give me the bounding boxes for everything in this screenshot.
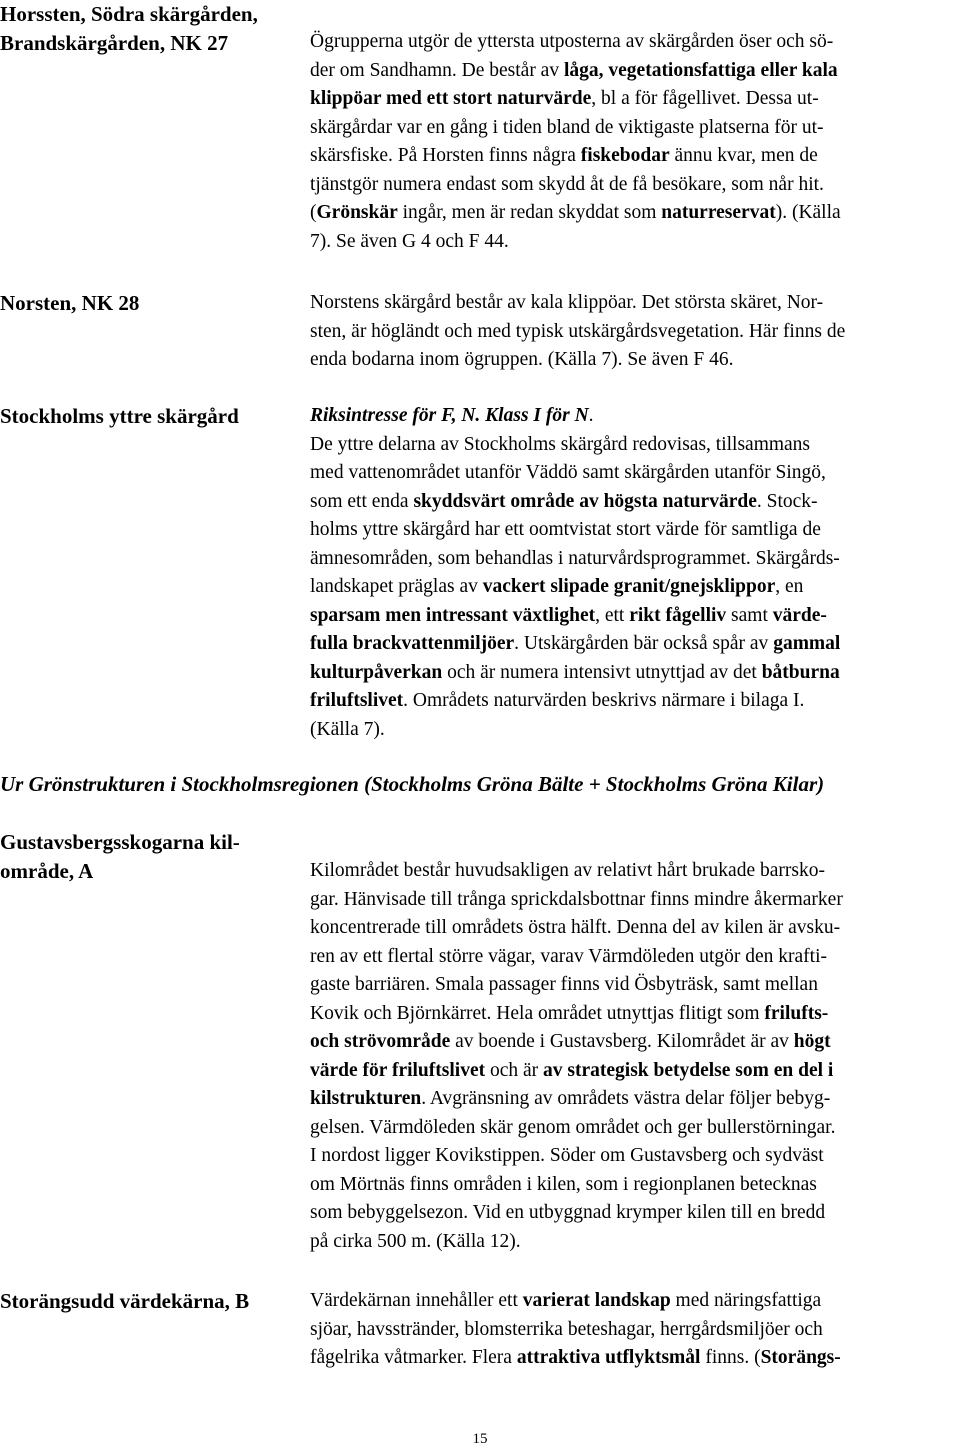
stockholm-label: Stockholms yttre skärgård	[0, 404, 239, 428]
bold-run: kulturpåverkan	[310, 661, 443, 683]
text-run: och är numera intensivt utnyttjad av det	[442, 661, 762, 683]
horssten-line	[310, 142, 958, 171]
stockholm-line	[310, 687, 958, 716]
bold-run: låga, vegetationsfattiga eller kala	[563, 59, 838, 81]
text-run: ingår, men är redan skyddat som	[397, 202, 662, 223]
text-run: Norstens skärgård består av kala klippöar. Det största skäret, Nor-	[310, 292, 824, 313]
text-run: Ögrupperna utgör de yttersta utposterna av skärgården öser och sö-	[310, 31, 834, 52]
text-run: . Områdets naturvärden beskrivs närmare i bilaga I.	[403, 690, 805, 711]
horssten-line	[310, 171, 958, 200]
text-run: .	[588, 405, 594, 426]
text-run: landskapet präglas av	[310, 576, 483, 597]
stockholm-line	[310, 602, 958, 631]
norsten-line	[310, 289, 958, 318]
text-run: och är	[485, 1059, 544, 1081]
bold-run: kilstrukturen	[310, 1088, 422, 1109]
text-run: I nordost ligger Kovikstippen. Söder om Gustavsberg och sydväst	[310, 1145, 824, 1166]
gustavsberg-line	[310, 1028, 958, 1057]
stockholm-line	[310, 516, 958, 545]
bold-run: värde för friluftslivet	[310, 1059, 486, 1081]
horssten-line	[310, 57, 958, 86]
text-run: (	[310, 202, 317, 223]
text-run: gaste barriären. Smala passager finns vid Ösbyträsk, samt mellan	[310, 974, 818, 995]
horssten-text	[310, 28, 958, 256]
text-run: med vattenområdet utanför Väddö samt skärgården utanför Singö,	[310, 462, 826, 483]
section-heading: Ur Grönstrukturen i Stockholmsregionen (Stockholms Gröna Bälte + Stockholms Gröna Kilar)	[0, 772, 825, 796]
stockholm-line	[310, 630, 958, 659]
text-run: Kovik och Björnkärret. Hela området utnyttjas flitigt som	[310, 1002, 765, 1024]
bold-run: värde-	[772, 604, 827, 626]
storangsudd-line	[310, 1287, 958, 1316]
text-run: skärsfiske. På Horsten finns några	[310, 145, 581, 166]
storangsudd-label: Storängsudd värdekärna, B	[0, 1289, 250, 1313]
gustavsberg-line	[310, 857, 958, 886]
text-run: . Stock-	[756, 490, 818, 512]
bold-run: rikt fågelliv	[629, 604, 727, 626]
text-run: der om Sandhamn. De består av	[310, 59, 564, 81]
page-number: 15	[472, 1431, 488, 1447]
gustavsberg-line	[310, 1199, 958, 1228]
horssten-line	[310, 28, 958, 57]
norsten-text	[310, 289, 958, 375]
gustavsberg-line	[310, 1114, 958, 1143]
text-run: om Mörtnäs finns områden i kilen, som i regionplanen betecknas	[310, 1173, 817, 1195]
text-run: ). (Källa	[775, 202, 841, 223]
text-run: tjänstgör numera endast som skydd åt de få besökare, som når hit.	[310, 173, 824, 195]
stockholm-line	[310, 545, 958, 574]
stockholm-line	[310, 488, 958, 517]
text-run: , bl a för fågellivet. Dessa ut-	[591, 88, 819, 109]
text-run: gelsen. Värmdöleden skär genom området och ger bullerstörningar.	[310, 1116, 836, 1138]
norsten-line	[310, 318, 958, 347]
horssten-line	[310, 228, 958, 257]
text-run: av boende i Gustavsberg. Kilområdet är av	[450, 1031, 794, 1052]
storangsudd-text	[310, 1287, 958, 1373]
stockholm-line	[310, 659, 958, 688]
text-run: holms yttre skärgård har ett oomtvistat stort värde för samtliga de	[310, 519, 821, 540]
bold-run: friluftslivet	[310, 690, 404, 711]
stockholm-text	[310, 402, 958, 744]
gustavsberg-line	[310, 1000, 958, 1029]
bold-run: attraktiva utflyktsmål	[516, 1347, 701, 1368]
gustavsberg-line	[310, 886, 958, 915]
gustavsberg-line	[310, 914, 958, 943]
gustavsberg-line	[310, 1057, 958, 1086]
text-run: koncentrerade till områdets östra hälft. Denna del av kilen är avsku-	[310, 917, 841, 938]
text-run: finns. (	[700, 1347, 761, 1368]
bold-run: fulla brackvattenmiljöer	[310, 633, 515, 654]
text-run: Kilområdet består huvudsakligen av relativt hårt brukade barrsko-	[310, 860, 825, 881]
horssten-line	[310, 199, 958, 228]
text-run: , en	[775, 576, 804, 597]
gustavsberg-text	[310, 857, 958, 1256]
text-run: med näringsfattiga	[670, 1290, 822, 1311]
text-run: på cirka 500 m. (Källa 12).	[310, 1230, 521, 1252]
text-run: . Avgränsning av områdets västra delar följer bebyg-	[421, 1088, 831, 1109]
text-run: som bebyggelsezon. Vid en utbyggnad krymper kilen till en bredd	[310, 1202, 826, 1223]
text-run: fågelrika våtmarker. Flera	[310, 1347, 517, 1368]
text-run: . Utskärgården bär också spår av	[514, 633, 774, 654]
bold-run: och strövområde	[310, 1031, 451, 1052]
stockholm-line	[310, 459, 958, 488]
gustavsberg-line	[310, 1228, 958, 1257]
storangsudd-line	[310, 1344, 958, 1373]
horssten-line	[310, 85, 958, 114]
bold-run: klippöar med ett stort naturvärde	[310, 88, 592, 109]
horssten-label: Horssten, Södra skärgården, Brandskärgården, NK 27	[0, 2, 258, 55]
text-run: Värdekärnan innehåller ett	[310, 1290, 523, 1311]
norsten-label: Norsten, NK 28	[0, 291, 140, 315]
gustavsberg-line	[310, 1171, 958, 1200]
bold-run: Storängs-	[760, 1347, 841, 1368]
stockholm-line	[310, 573, 958, 602]
gustavsberg-line	[310, 1085, 958, 1114]
stockholm-line	[310, 716, 958, 745]
stockholm-line	[310, 402, 958, 431]
gustavsberg-line	[310, 971, 958, 1000]
text-run: (Källa 7).	[310, 718, 385, 740]
norsten-line	[310, 346, 958, 375]
bold-run: båtburna	[761, 661, 840, 683]
text-run: De yttre delarna av Stockholms skärgård redovisas, tillsammans	[310, 433, 811, 455]
bold-run: fiskebodar	[580, 145, 670, 166]
bold-run: frilufts-	[764, 1002, 829, 1024]
gustavsberg-line	[310, 943, 958, 972]
text-run: ännu kvar, men de	[669, 145, 818, 166]
bold-run: gammal	[773, 633, 841, 654]
text-run: , ett	[595, 604, 630, 626]
text-run: ämnesområden, som behandlas i naturvårdsprogrammet. Skärgårds-	[310, 547, 840, 569]
text-run: gar. Hänvisade till trånga sprickdalsbottnar finns mindre åkermarker	[310, 888, 843, 910]
stockholm-line	[310, 431, 958, 460]
bold-run: högt	[793, 1031, 831, 1052]
bold-run: av strategisk betydelse som en del i	[543, 1059, 834, 1081]
text-run: ren av ett flertal större vägar, varav Värmdöleden utgör den krafti-	[310, 945, 828, 967]
gustavsberg-line	[310, 1142, 958, 1171]
gustavsberg-label: Gustavsbergsskogarna kil- område, A	[0, 830, 240, 883]
text-run: skärgårdar var en gång i tiden bland de viktigaste platserna för ut-	[310, 116, 824, 138]
bold-run: skyddsvärt område av högsta naturvärde	[413, 490, 757, 512]
storangsudd-line	[310, 1316, 958, 1345]
horssten-line	[310, 114, 958, 143]
text-run: sjöar, havsstränder, blomsterrika beteshagar, herrgårdsmiljöer och	[310, 1318, 823, 1340]
bold-run: Grönskär	[316, 202, 398, 223]
bold-italic-run: Riksintresse för F, N. Klass I för N	[310, 405, 589, 426]
text-run: som ett enda	[310, 490, 414, 512]
text-run: samt	[726, 604, 773, 626]
bold-run: naturreservat	[661, 202, 776, 223]
bold-run: varierat landskap	[522, 1290, 671, 1311]
bold-run: sparsam men intressant växtlighet	[310, 604, 596, 626]
text-run: 7). Se även G 4 och F 44.	[310, 230, 509, 252]
text-run: enda bodarna inom ögruppen. (Källa 7). Se även F 46.	[310, 349, 734, 370]
text-run: sten, är högländt och med typisk utskärgårdsvegetation. Här finns de	[310, 320, 846, 342]
bold-run: vackert slipade granit/gnejsklippor	[482, 576, 776, 597]
